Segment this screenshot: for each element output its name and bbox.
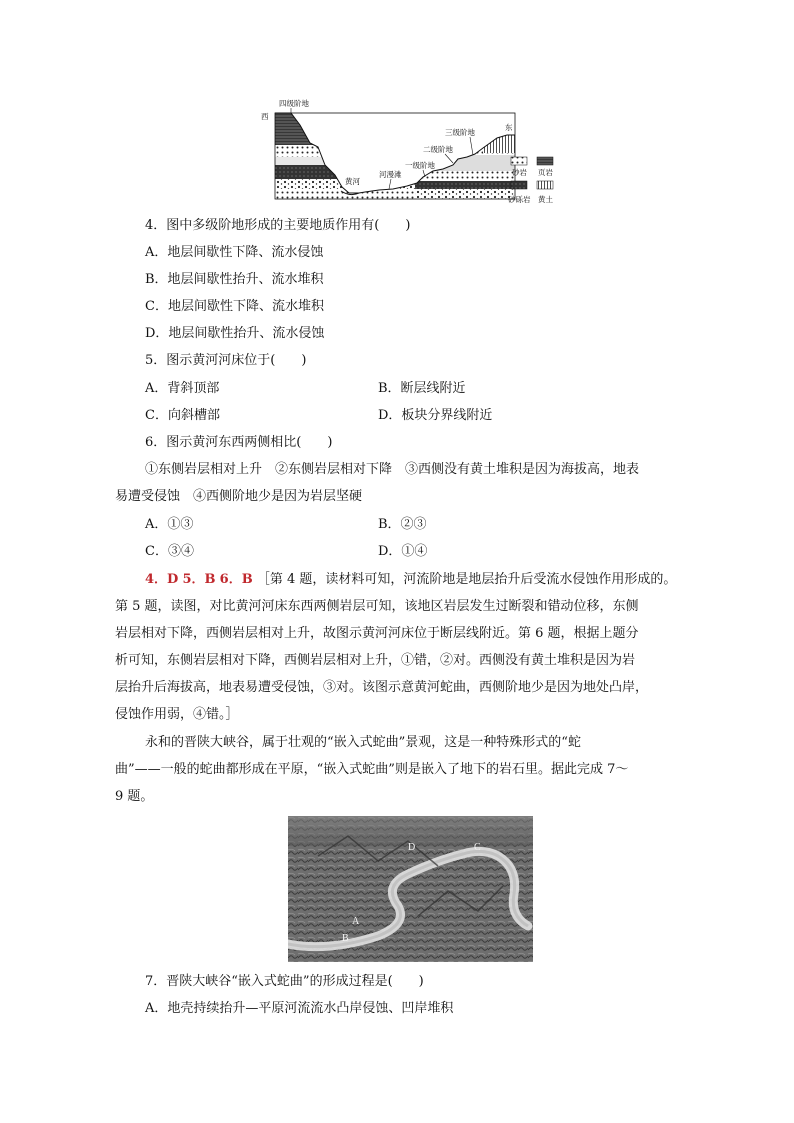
legend-swatch-sandstone	[511, 157, 527, 165]
answer-explanation-line-4: 析可知，东侧岩层相对下降，西侧岩层相对上升，①错，②对。西侧没有黄土堆积是因为岩	[115, 653, 636, 668]
question-6-statements-line-1: ①东侧岩层相对上升 ②东侧岩层相对下降 ③西侧没有黄土堆积是因为海拔高，地表	[145, 462, 640, 477]
west-label: 西	[261, 112, 269, 121]
rock-strata	[275, 105, 515, 199]
legend-swatch-loess	[537, 181, 553, 189]
answer-explanation-line-5: 层抬升后海拔高，地表易遭受侵蚀，③对。该图示意黄河蛇曲，西侧阶地少是因为地处凸岸，	[115, 680, 649, 695]
photo-point-c: C	[474, 842, 481, 853]
east-label: 东	[505, 123, 513, 132]
question-5-option-d: D．板块分界线附近	[378, 408, 493, 423]
question-4-option-d: D．地层间歇性抬升、流水侵蚀	[145, 326, 325, 341]
yellow-river-label: 黄河	[345, 177, 360, 186]
question-4-stem: 4．图中多级阶地形成的主要地质作用有( )	[145, 218, 411, 233]
legend-loess-label: 黄土	[538, 195, 553, 204]
question-5-option-c: C．向斜槽部	[145, 408, 220, 423]
question-4-option-a: A．地层间歇性下降、流水侵蚀	[145, 245, 324, 260]
question-6-option-b: B．②③	[378, 517, 427, 532]
answer-6: 6．B	[219, 572, 253, 587]
question-5-option-a: A．背斜顶部	[145, 381, 220, 396]
legend-conglomerate-label: 砂砾岩	[508, 195, 531, 204]
question-6-option-c: C．③④	[145, 544, 194, 559]
level1-terrace-label: 一级阶地	[405, 161, 435, 170]
answer-explanation-line-6: 侵蚀作用弱，④错。］	[115, 707, 239, 722]
floodplain-label: 河漫滩	[379, 170, 402, 179]
answer-explanation-line-1: ［第 4 题，读材料可知，河流阶地是地层抬升后受流水侵蚀作用形成的。	[256, 572, 677, 587]
answer-explanation-line-3: 岩层相对下降，西侧岩层相对上升，故图示黄河河床位于断层线附近。第 6 题，根据上题分	[115, 626, 639, 641]
canyon-meander-photo	[288, 816, 533, 962]
answer-explanation-line-2: 第 5 题，读图，对比黄河河床东西两侧岩层可知，该地区岩层发生过断裂和错动位移，东侧	[115, 599, 639, 614]
terrace-cross-section-diagram	[255, 95, 565, 210]
question-6-option-a: A．①③	[145, 517, 194, 532]
level3-terrace-label: 三级阶地	[445, 128, 475, 137]
question-5-option-b: B．断层线附近	[378, 381, 466, 396]
question-4-option-c: C．地层间歇性下降、流水堆积	[145, 299, 324, 314]
photo-point-a: A	[352, 916, 360, 927]
answer-4: 4．D	[145, 572, 179, 587]
photo-point-b: B	[342, 933, 349, 944]
level2-terrace-label: 二级阶地	[423, 145, 453, 154]
question-4-option-b: B．地层间歇性抬升、流水堆积	[145, 272, 324, 287]
legend-sandstone-label: 砂岩	[512, 168, 527, 177]
legend-swatch-shale	[537, 157, 553, 165]
photo-point-d: D	[408, 842, 416, 853]
question-6-option-d: D．①④	[378, 544, 428, 559]
passage-line-3: 9 题。	[115, 789, 154, 804]
question-6-statements-line-2: 易遭受侵蚀 ④西侧阶地少是因为岩层坚硬	[115, 489, 363, 504]
legend-shale-label: 页岩	[538, 168, 553, 177]
answer-5: 5．B	[182, 572, 216, 587]
passage-line-1: 永和的晋陕大峡谷，属于壮观的“嵌入式蛇曲”景观，这是一种特殊形式的“蛇	[145, 735, 581, 750]
legend-swatch-conglomerate	[511, 181, 527, 189]
answer-line-1	[145, 571, 676, 589]
passage-line-2: 曲”——一般的蛇曲都形成在平原，“嵌入式蛇曲”则是嵌入了地下的岩石里。据此完成 7～	[115, 762, 629, 777]
question-7-stem: 7．晋陕大峡谷“嵌入式蛇曲”的形成过程是( )	[145, 974, 424, 989]
question-7-option-a: A．地壳持续抬升—平原河流流水凸岸侵蚀、凹岸堆积	[145, 1001, 454, 1016]
question-5-stem: 5．图示黄河河床位于( )	[145, 353, 307, 368]
level4-terrace-label: 四级阶地	[279, 99, 309, 108]
question-6-stem: 6．图示黄河东西两侧相比( )	[145, 435, 333, 450]
